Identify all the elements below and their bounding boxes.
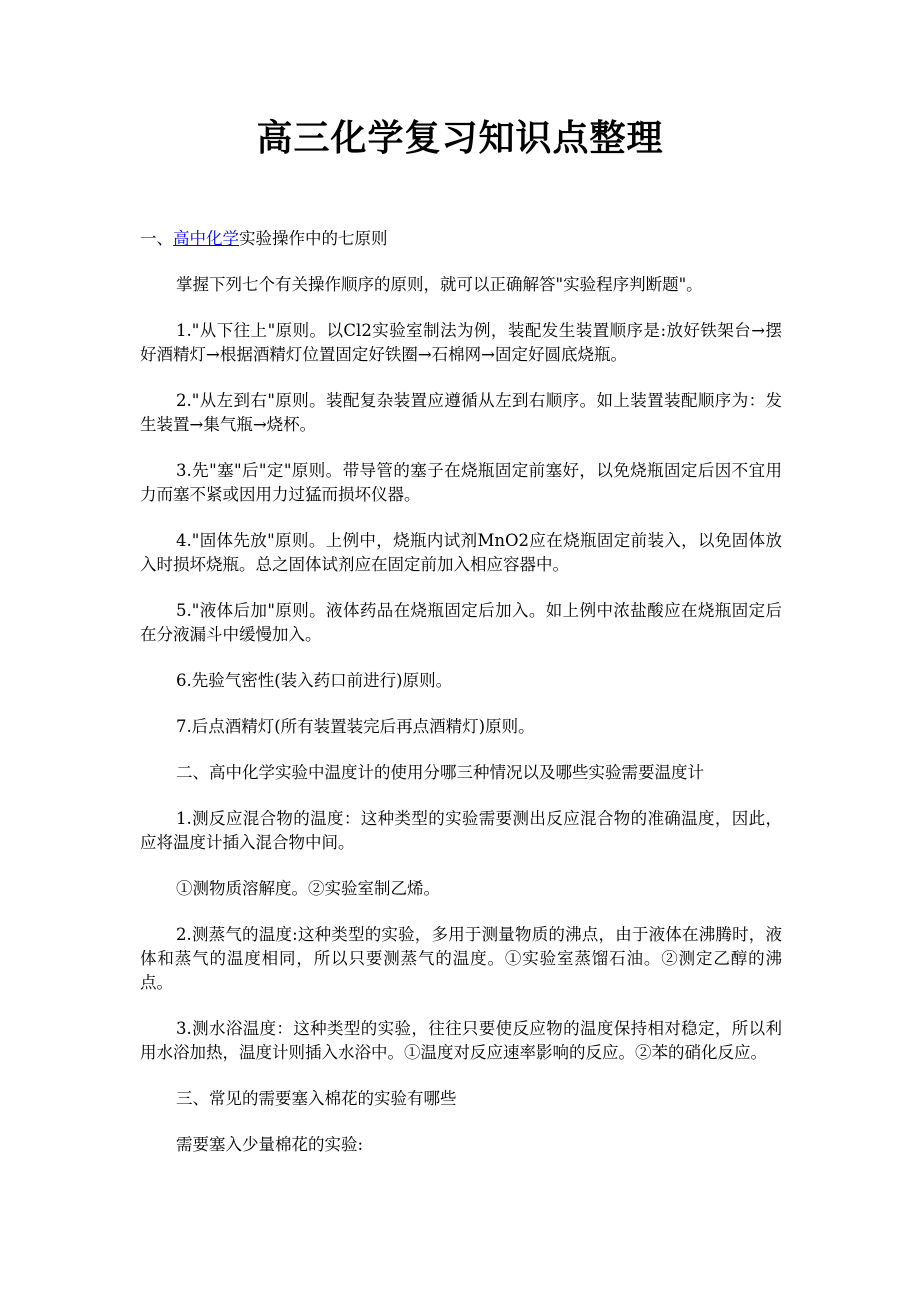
section-heading-1: [140, 227, 782, 251]
paragraph: 4."固体先放"原则。上例中，烧瓶内试剂MnO2应在烧瓶固定前装入，以免固体放入时损坏烧瓶。总之固体试剂应在固定前加入相应容器中。: [140, 531, 782, 574]
paragraph: ①测物质溶解度。②实验室制乙烯。: [176, 879, 440, 898]
paragraph: 3.先"塞"后"定"原则。带导管的塞子在烧瓶固定前塞好，以免烧瓶固定后因不宜用力而塞不紧或因用力过猛而损坏仪器。: [140, 461, 782, 504]
section-heading-1-prefix: 一、: [140, 229, 173, 248]
section-heading-1-suffix: 实验操作中的七原则: [239, 229, 388, 248]
paragraph: 2."从左到右"原则。装配复杂装置应遵循从左到右顺序。如上装置装配顺序为：发生装置→集气瓶→烧杯。: [140, 391, 782, 434]
paragraph: 掌握下列七个有关操作顺序的原则，就可以正确解答"实验程序判断题"。: [176, 275, 703, 294]
paragraph: 5."液体后加"原则。液体药品在烧瓶固定后加入。如上例中浓盐酸应在烧瓶固定后在分液漏斗中缓慢加入。: [140, 601, 782, 644]
paragraph: 2.测蒸气的温度:这种类型的实验，多用于测量物质的沸点，由于液体在沸腾时，液体和蒸气的温度相同，所以只要测蒸气的温度。①实验室蒸馏石油。②测定乙醇的沸点。: [140, 925, 782, 992]
paragraph: 6.先验气密性(装入药口前进行)原则。: [176, 671, 453, 690]
page-title: 高三化学复习知识点整理: [256, 117, 664, 159]
document-body: [140, 227, 782, 1179]
paragraph: 3.测水浴温度：这种类型的实验，往往只要使反应物的温度保持相对稳定，所以利用水浴加热，温度计则插入水浴中。①温度对反应速率影响的反应。②苯的硝化反应。: [140, 1019, 782, 1062]
paragraph: 7.后点酒精灯(所有装置装完后再点酒精灯)原则。: [176, 717, 535, 736]
section-heading-3: 三、常见的需要塞入棉花的实验有哪些: [176, 1089, 457, 1108]
paragraph: 需要塞入少量棉花的实验:: [176, 1135, 364, 1154]
chemistry-link[interactable]: 高中化学: [173, 229, 239, 248]
paragraph: 1.测反应混合物的温度：这种类型的实验需要测出反应混合物的准确温度，因此，应将温度计插入混合物中间。: [140, 809, 782, 852]
paragraph: 1."从下往上"原则。以Cl2实验室制法为例，装配发生装置顺序是:放好铁架台→摆好酒精灯→根据酒精灯位置固定好铁圈→石棉网→固定好圆底烧瓶。: [140, 321, 782, 364]
section-heading-2: 二、高中化学实验中温度计的使用分哪三种情况以及哪些实验需要温度计: [176, 763, 704, 782]
